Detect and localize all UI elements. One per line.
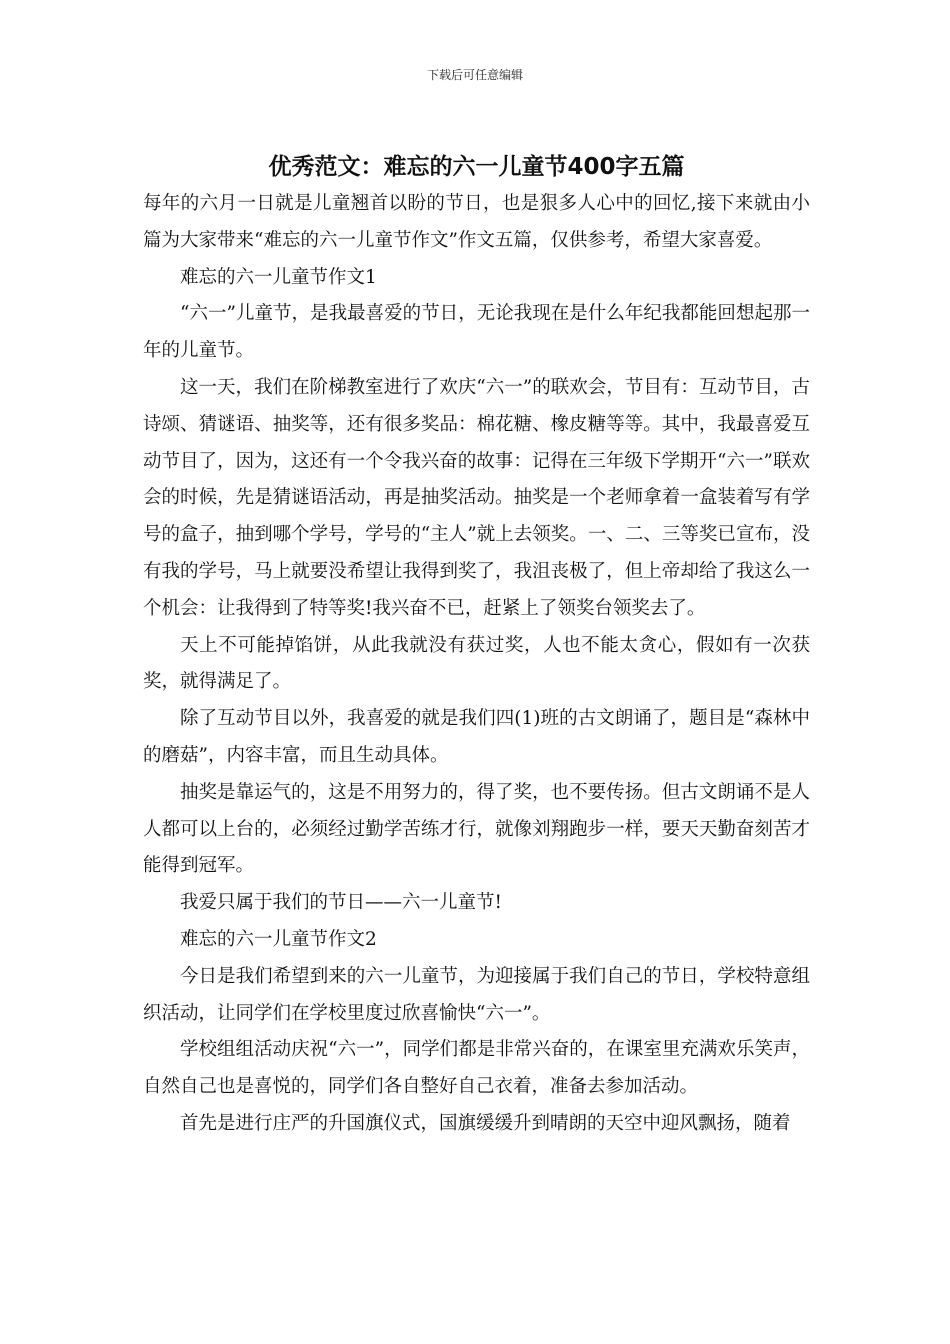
paragraph: 抽奖是靠运气的，这是不用努力的，得了奖，也不要传扬。但古文朗诵不是人人都可以上台的，必须经过勤学苦练才行，就像刘翔跑步一样，要天天勤奋刻苦才能得到冠军。	[143, 781, 810, 877]
essay-heading: 难忘的六一儿童节作文2	[180, 928, 377, 950]
document-title: 优秀范文：难忘的六一儿童节400字五篇	[268, 154, 685, 180]
paragraph: 这一天，我们在阶梯教室进行了欢庆“六一”的联欢会，节目有：互动节目，古诗颂、猜谜语、抽奖等，还有很多奖品：棉花糖、橡皮糖等等。其中，我最喜爱互动节目了，因为，这还有一个令我兴奋的故事：记得在三年级下学期开“六一”联欢会的时候，先是猜谜语活动，再是抽奖活动。抽奖是一个老师拿着一盒装着写有学号的盒子，抽到哪个学号，学号的“主人”就上去领奖。一、二、三等奖已宣布，没有我的学号，马上就要没希望让我得到奖了，我沮丧极了，但上帝却给了我这么一个机会：让我得到了特等奖!我兴奋不已，赶紧上了领奖台领奖去了。	[143, 376, 810, 619]
document-body	[143, 150, 810, 1143]
paragraph: 天上不可能掉馅饼，从此我就没有获过奖，人也不能太贪心，假如有一次获奖，就得满足了。	[143, 634, 810, 693]
paragraph: 除了互动节目以外，我喜爱的就是我们四(1)班的古文朗诵了，题目是“森林中的磨菇”，内容丰富，而且生动具体。	[143, 708, 810, 766]
paragraph: “六一”儿童节，是我最喜爱的节日，无论我现在是什么年纪我都能回想起那一年的儿童节。	[143, 303, 810, 362]
paragraph: 今日是我们希望到来的六一儿童节，为迎接属于我们自己的节日，学校特意组织活动，让同学们在学校里度过欣喜愉快“六一”。	[143, 965, 810, 1024]
paragraph: 学校组组活动庆祝“六一”，同学们都是非常兴奋的，在课室里充满欢乐笑声，自然自己也是喜悦的，同学们各自整好自己衣着，准备去参加活动。	[143, 1039, 810, 1098]
paragraph: 我爱只属于我们的节日——六一儿童节!	[180, 892, 502, 914]
essay-heading: 难忘的六一儿童节作文1	[180, 266, 377, 288]
paragraph: 首先是进行庄严的升国旗仪式，国旗缓缓升到晴朗的天空中迎风飘扬，随着	[180, 1112, 791, 1134]
intro-paragraph: 每年的六月一日就是儿童翘首以盼的节日，也是狠多人心中的回忆,接下来就由小篇为大家带来“难忘的六一儿童节作文”作文五篇，仅供参考，希望大家喜爱。	[143, 193, 810, 251]
header-note: 下载后可任意编辑	[426, 68, 523, 82]
